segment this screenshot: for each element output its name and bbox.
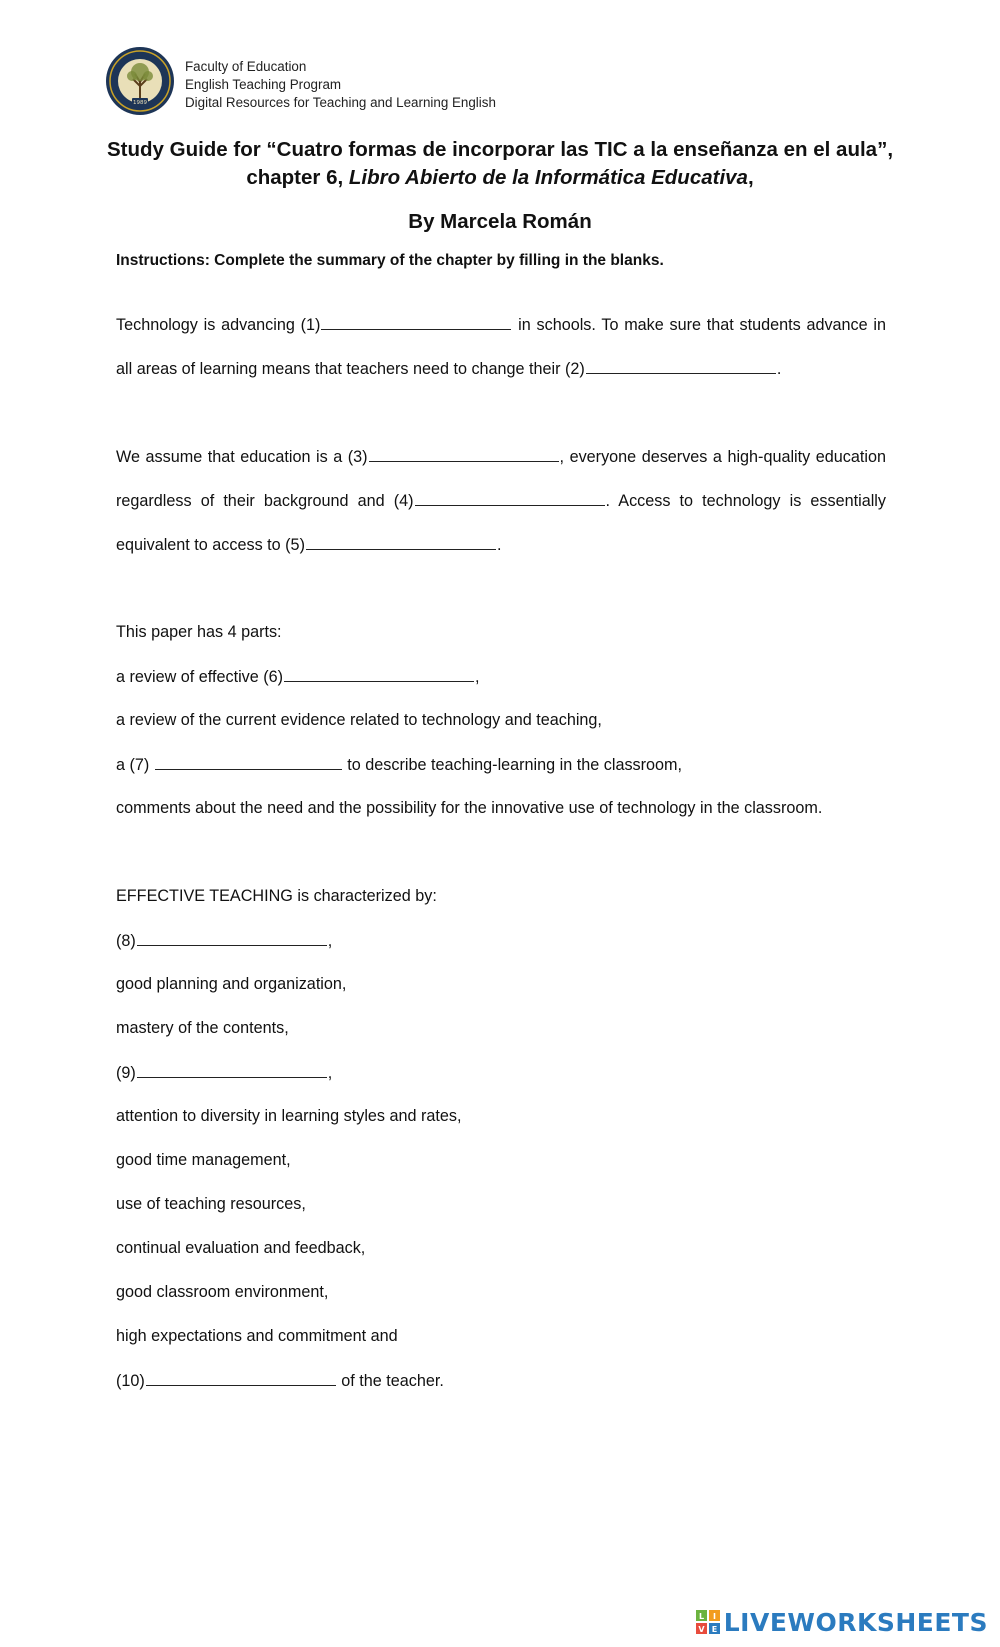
effective-teaching-heading: EFFECTIVE TEACHING is characterized by: xyxy=(116,887,437,905)
blank-6-input[interactable] xyxy=(284,665,474,682)
liveworksheets-logo[interactable] xyxy=(695,1603,988,1641)
parts-item-2: a review of the current evidence related to technology and teaching, xyxy=(116,711,602,729)
effective-item-diversity: attention to diversity in learning styles and rates, xyxy=(116,1107,462,1125)
parts-item-1: a review of effective (6) , xyxy=(116,665,480,688)
blank-2-input[interactable] xyxy=(586,357,776,374)
effective-item-mastery: mastery of the contents, xyxy=(116,1019,289,1037)
blank-7-input[interactable] xyxy=(155,753,342,770)
svg-text:E: E xyxy=(711,1625,717,1634)
parts-item-4: comments about the need and the possibility for the innovative use of technology in the classroom. xyxy=(116,799,823,817)
blank-5-input[interactable] xyxy=(306,533,496,550)
university-seal-icon xyxy=(105,46,175,116)
blank-8-input[interactable] xyxy=(137,929,327,946)
title-line-2: chapter 6, Libro Abierto de la Informática Educativa, xyxy=(246,166,754,189)
document-title xyxy=(100,136,900,192)
liveworksheets-wordmark: LIVEWORKSHEETS xyxy=(723,1607,988,1637)
effective-item-evaluation: continual evaluation and feedback, xyxy=(116,1239,366,1257)
paragraph-2-line-3: equivalent to access to (5) . xyxy=(116,533,501,556)
document-header xyxy=(105,46,705,118)
effective-item-9: (9) , xyxy=(116,1061,332,1084)
effective-item-8: (8) , xyxy=(116,929,332,952)
effective-item-planning: good planning and organization, xyxy=(116,975,347,993)
parts-item-3: a (7) to describe teaching-learning in the classroom, xyxy=(116,753,682,776)
effective-item-10: (10) of the teacher. xyxy=(116,1369,444,1392)
effective-item-resources: use of teaching resources, xyxy=(116,1195,306,1213)
blank-9-input[interactable] xyxy=(137,1061,327,1078)
parts-intro: This paper has 4 parts: xyxy=(116,623,282,641)
paragraph-1-line-2: all areas of learning means that teachers need to change their (2) . xyxy=(116,357,781,380)
svg-text:1989: 1989 xyxy=(133,100,147,106)
course-name: Digital Resources for Teaching and Learning English xyxy=(185,95,496,110)
svg-text:V: V xyxy=(698,1625,705,1634)
instructions: Instructions: Complete the summary of the chapter by filling in the blanks. xyxy=(116,252,664,269)
program-name: English Teaching Program xyxy=(185,77,342,92)
blank-10-input[interactable] xyxy=(146,1369,336,1386)
paragraph-2-line-2: regardless of their background and (4) . Access to technology is essentially xyxy=(116,489,886,512)
header-text-block xyxy=(185,58,496,112)
effective-item-expectations: high expectations and commitment and xyxy=(116,1327,398,1345)
liveworksheets-cube-icon xyxy=(695,1609,721,1635)
svg-text:L: L xyxy=(698,1612,704,1621)
svg-text:I: I xyxy=(712,1612,716,1621)
book-title: Libro Abierto de la Informática Educativa xyxy=(348,166,748,189)
blank-3-input[interactable] xyxy=(369,445,559,462)
paragraph-1-line-1: Technology is advancing (1) in schools. To make sure that students advance in xyxy=(116,313,886,336)
paragraph-2-line-1: We assume that education is a (3) , everyone deserves a high-quality education xyxy=(116,445,886,468)
effective-item-time: good time management, xyxy=(116,1151,291,1169)
blank-1-input[interactable] xyxy=(321,313,511,330)
author-byline: By Marcela Román xyxy=(408,210,592,233)
faculty-name: Faculty of Education xyxy=(185,59,307,74)
title-line-1: Study Guide for “Cuatro formas de incorporar las TIC a la enseñanza en el aula”, xyxy=(106,138,894,161)
blank-4-input[interactable] xyxy=(415,489,605,506)
effective-item-environment: good classroom environment, xyxy=(116,1283,329,1301)
